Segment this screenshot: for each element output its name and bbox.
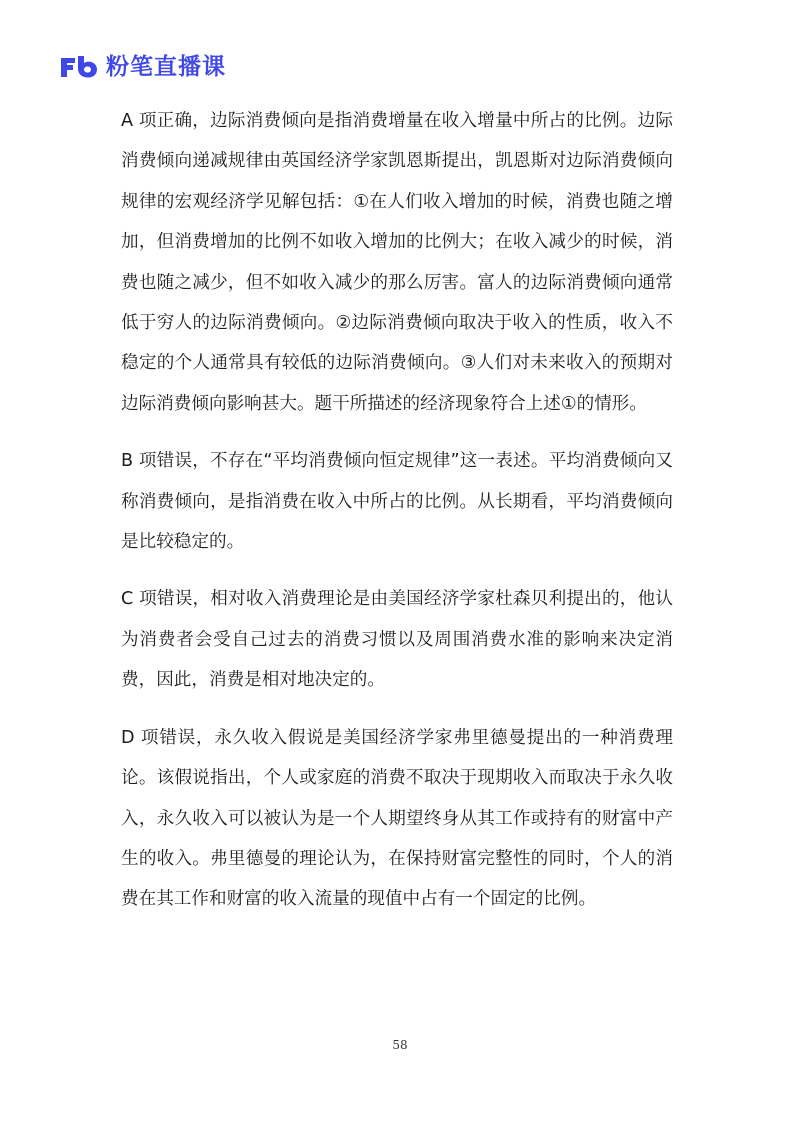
paragraph-option-d: D 项错误，永久收入假说是美国经济学家弗里德曼提出的一种消费理论。该假说指出，个人或家庭的消费不取决于现期收入而取决于永久收入，永久收入可以被认为是一个人期望终身从其工作或持有的财富中产生的收入。弗里德曼的理论认为，在保持财富完整性的同时，个人的消费在其工作和财富的收入流量的现值中占有一个固定的比例。 bbox=[121, 727, 673, 910]
fenbi-logo-icon bbox=[58, 54, 100, 80]
brand-name: 粉笔直播课 bbox=[106, 54, 226, 80]
paragraph-option-a: A 项正确，边际消费倾向是指消费增量在收入增量中所占的比例。边际消费倾向递减规律由英国经济学家凯恩斯提出，凯恩斯对边际消费倾向规律的宏观经济学见解包括：①在人们收入增加的时候，消费也随之增加，但消费增加的比例不如收入增加的比例大；在收入减少的时候，消费也随之减少，但不如收入减少的那么厉害。富人的边际消费倾向通常低于穷人的边际消费倾向。②边际消费倾向取决于收入的性质，收入不稳定的个人通常具有较低的边际消费倾向。③人们对未来收入的预期对边际消费倾向影响甚大。题干所描述的经济现象符合上述①的情形。 bbox=[121, 111, 673, 414]
document-body bbox=[121, 101, 673, 937]
paragraph-option-b: B 项错误，不存在“平均消费倾向恒定规律”这一表述。平均消费倾向又称消费倾向，是指消费在收入中所占的比例。从长期看，平均消费倾向是比较稳定的。 bbox=[121, 451, 673, 553]
paragraph-option-c: C 项错误，相对收入消费理论是由美国经济学家杜森贝利提出的，他认为消费者会受自己过去的消费习惯以及周围消费水准的影响来决定消费，因此，消费是相对地决定的。 bbox=[121, 589, 673, 691]
page-number: 58 bbox=[392, 1038, 408, 1052]
page-header bbox=[58, 50, 226, 84]
